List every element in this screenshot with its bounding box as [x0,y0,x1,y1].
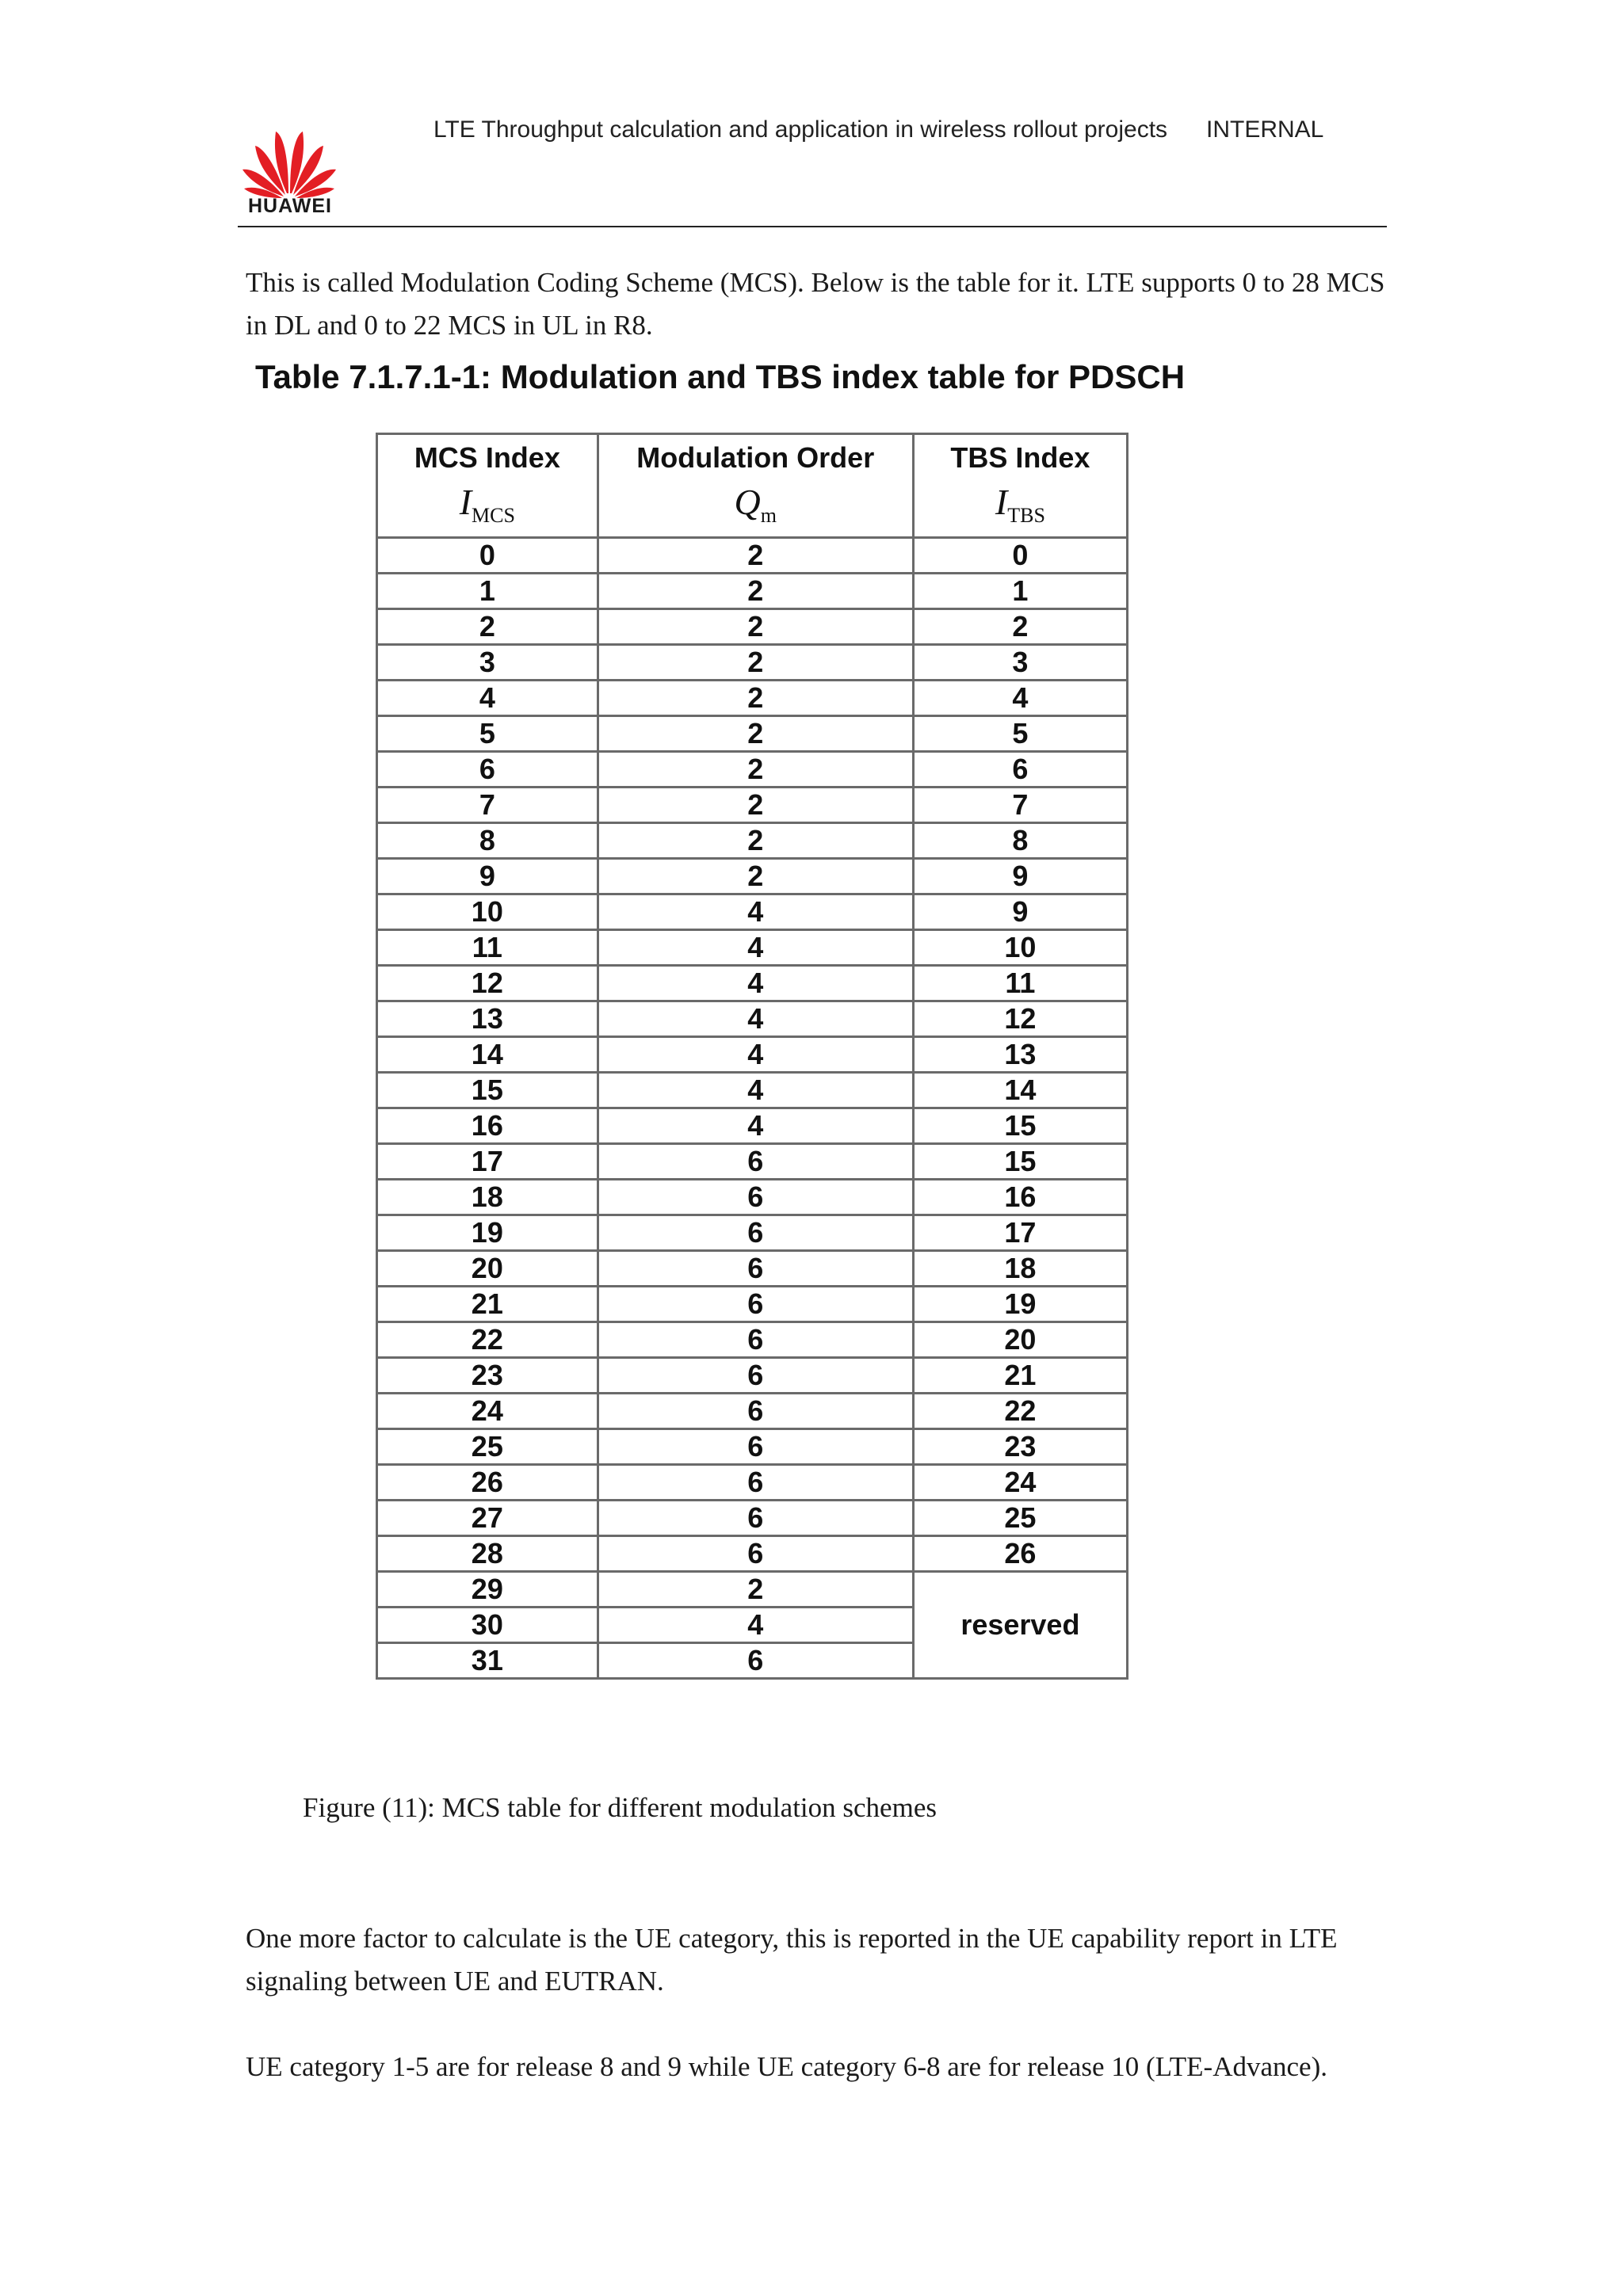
symbol-letter: I [459,482,472,522]
cell-mcs-index: 14 [377,1037,598,1073]
table-row [377,752,1128,788]
symbol-subscript: MCS [472,504,515,528]
cell-modulation-order: 4 [598,1108,913,1144]
cell-tbs-index: 20 [913,1322,1127,1358]
table-row [377,1180,1128,1215]
cell-mcs-index: 16 [377,1108,598,1144]
table-row [377,1501,1128,1536]
table-row [377,1001,1128,1037]
table-row [377,538,1128,574]
cell-tbs-index: 15 [913,1144,1127,1180]
cell-modulation-order: 2 [598,752,913,788]
cell-mcs-index: 25 [377,1429,598,1465]
cell-tbs-index: 17 [913,1215,1127,1251]
cell-mcs-index: 9 [377,859,598,894]
cell-mcs-index: 1 [377,574,598,609]
cell-tbs-index: 25 [913,1501,1127,1536]
cell-tbs-index: 19 [913,1287,1127,1322]
cell-mcs-index: 12 [377,966,598,1001]
cell-modulation-order: 2 [598,645,913,681]
cell-modulation-order: 4 [598,1608,913,1643]
mcs-table [376,433,1128,1680]
page-header [238,111,1387,227]
cell-mcs-index: 22 [377,1322,598,1358]
cell-modulation-order: 6 [598,1322,913,1358]
cell-modulation-order: 6 [598,1251,913,1287]
cell-modulation-order: 2 [598,716,913,752]
cell-mcs-index: 3 [377,645,598,681]
cell-modulation-order: 2 [598,609,913,645]
cell-tbs-index: 4 [913,681,1127,716]
cell-modulation-order: 2 [598,823,913,859]
table-row [377,1251,1128,1287]
cell-mcs-index: 6 [377,752,598,788]
cell-mcs-index: 17 [377,1144,598,1180]
cell-mcs-index: 19 [377,1215,598,1251]
table-row [377,1287,1128,1322]
table-row [377,1429,1128,1465]
cell-modulation-order: 2 [598,1572,913,1608]
header-tbs-index [913,434,1127,538]
table-row [377,1144,1128,1180]
cell-mcs-index: 7 [377,788,598,823]
table-row [377,1108,1128,1144]
table-body [377,538,1128,1679]
cell-tbs-index: 12 [913,1001,1127,1037]
header-label: MCS Index [414,441,560,474]
cell-tbs-index: 7 [913,788,1127,823]
cell-mcs-index: 24 [377,1394,598,1429]
symbol-subscript: m [760,504,777,528]
table-row [377,930,1128,966]
table-row [377,1394,1128,1429]
cell-tbs-index: 9 [913,859,1127,894]
cell-mcs-index: 26 [377,1465,598,1501]
cell-mcs-index: 20 [377,1251,598,1287]
table-row [377,823,1128,859]
table-row [377,1073,1128,1108]
cell-mcs-index: 23 [377,1358,598,1394]
table-row [377,574,1128,609]
header-symbol [599,481,912,528]
cell-modulation-order: 6 [598,1287,913,1322]
cell-mcs-index: 21 [377,1287,598,1322]
cell-mcs-index: 30 [377,1608,598,1643]
header-mcs-index [377,434,598,538]
symbol-letter: I [995,482,1008,522]
cell-modulation-order: 4 [598,1001,913,1037]
cell-mcs-index: 13 [377,1001,598,1037]
table-row [377,859,1128,894]
document-header-title: LTE Throughput calculation and application in wireless rollout projects [433,116,1168,143]
table-row [377,1037,1128,1073]
cell-mcs-index: 31 [377,1643,598,1679]
cell-modulation-order: 6 [598,1215,913,1251]
cell-tbs-index: 9 [913,894,1127,930]
cell-modulation-order: 6 [598,1501,913,1536]
cell-mcs-index: 18 [377,1180,598,1215]
ue-category-paragraph: One more factor to calculate is the UE category, this is reported in the UE capability report in LTE signaling between UE and EUTRAN. [246,1923,1338,1997]
cell-mcs-index: 5 [377,716,598,752]
table-row [377,716,1128,752]
cell-tbs-index: 3 [913,645,1127,681]
cell-mcs-index: 10 [377,894,598,930]
cell-reserved: reserved [913,1572,1127,1679]
cell-tbs-index: 16 [913,1180,1127,1215]
cell-modulation-order: 2 [598,788,913,823]
header-symbol [378,481,597,528]
cell-mcs-index: 15 [377,1073,598,1108]
cell-tbs-index: 0 [913,538,1127,574]
header-symbol [915,481,1126,528]
table-row [377,645,1128,681]
table-header-row [377,434,1128,538]
cell-modulation-order: 4 [598,1037,913,1073]
cell-mcs-index: 29 [377,1572,598,1608]
header-label: Modulation Order [636,441,875,474]
cell-mcs-index: 4 [377,681,598,716]
table-row [377,788,1128,823]
header-label: TBS Index [950,441,1090,474]
cell-mcs-index: 0 [377,538,598,574]
table-row [377,1215,1128,1251]
table-row [377,894,1128,930]
cell-mcs-index: 8 [377,823,598,859]
cell-tbs-index: 14 [913,1073,1127,1108]
cell-tbs-index: 2 [913,609,1127,645]
table-title: Table 7.1.7.1-1: Modulation and TBS index table for PDSCH [255,358,1186,395]
cell-modulation-order: 6 [598,1429,913,1465]
cell-modulation-order: 6 [598,1358,913,1394]
cell-tbs-index: 23 [913,1429,1127,1465]
cell-modulation-order: 4 [598,894,913,930]
cell-mcs-index: 28 [377,1536,598,1572]
release-paragraph: UE category 1-5 are for release 8 and 9 while UE category 6-8 are for release 10 (LTE-Advance). [246,2051,1327,2082]
cell-modulation-order: 2 [598,538,913,574]
cell-tbs-index: 5 [913,716,1127,752]
table-row [377,1358,1128,1394]
header-modulation-order [598,434,913,538]
cell-tbs-index: 21 [913,1358,1127,1394]
cell-mcs-index: 2 [377,609,598,645]
cell-tbs-index: 13 [913,1037,1127,1073]
table-row [377,1465,1128,1501]
table-row [377,1322,1128,1358]
table-row [377,1572,1128,1608]
cell-tbs-index: 1 [913,574,1127,609]
cell-tbs-index: 22 [913,1394,1127,1429]
cell-tbs-index: 15 [913,1108,1127,1144]
cell-modulation-order: 4 [598,930,913,966]
intro-paragraph: This is called Modulation Coding Scheme (MCS). Below is the table for it. LTE supports 0 to 28 MCS in DL and 0 to 22 MCS in UL in R8. [246,267,1385,341]
cell-tbs-index: 8 [913,823,1127,859]
figure-caption: Figure (11): MCS table for different modulation schemes [303,1792,937,1823]
cell-modulation-order: 6 [598,1536,913,1572]
cell-tbs-index: 6 [913,752,1127,788]
table-row [377,966,1128,1001]
cell-modulation-order: 4 [598,1073,913,1108]
cell-modulation-order: 6 [598,1144,913,1180]
cell-tbs-index: 18 [913,1251,1127,1287]
cell-tbs-index: 11 [913,966,1127,1001]
symbol-letter: Q [734,482,761,522]
classification-label: INTERNAL [1206,116,1324,143]
cell-modulation-order: 2 [598,681,913,716]
cell-modulation-order: 6 [598,1180,913,1215]
huawei-logo-icon [238,120,341,200]
cell-modulation-order: 6 [598,1394,913,1429]
cell-mcs-index: 11 [377,930,598,966]
cell-modulation-order: 2 [598,859,913,894]
cell-tbs-index: 24 [913,1465,1127,1501]
table-row [377,609,1128,645]
cell-modulation-order: 4 [598,966,913,1001]
cell-tbs-index: 26 [913,1536,1127,1572]
table-row [377,681,1128,716]
cell-modulation-order: 2 [598,574,913,609]
cell-mcs-index: 27 [377,1501,598,1536]
logo-wordmark: HUAWEI [248,195,332,217]
cell-modulation-order: 6 [598,1643,913,1679]
cell-modulation-order: 6 [598,1465,913,1501]
table-row [377,1536,1128,1572]
cell-tbs-index: 10 [913,930,1127,966]
symbol-subscript: TBS [1007,504,1045,528]
